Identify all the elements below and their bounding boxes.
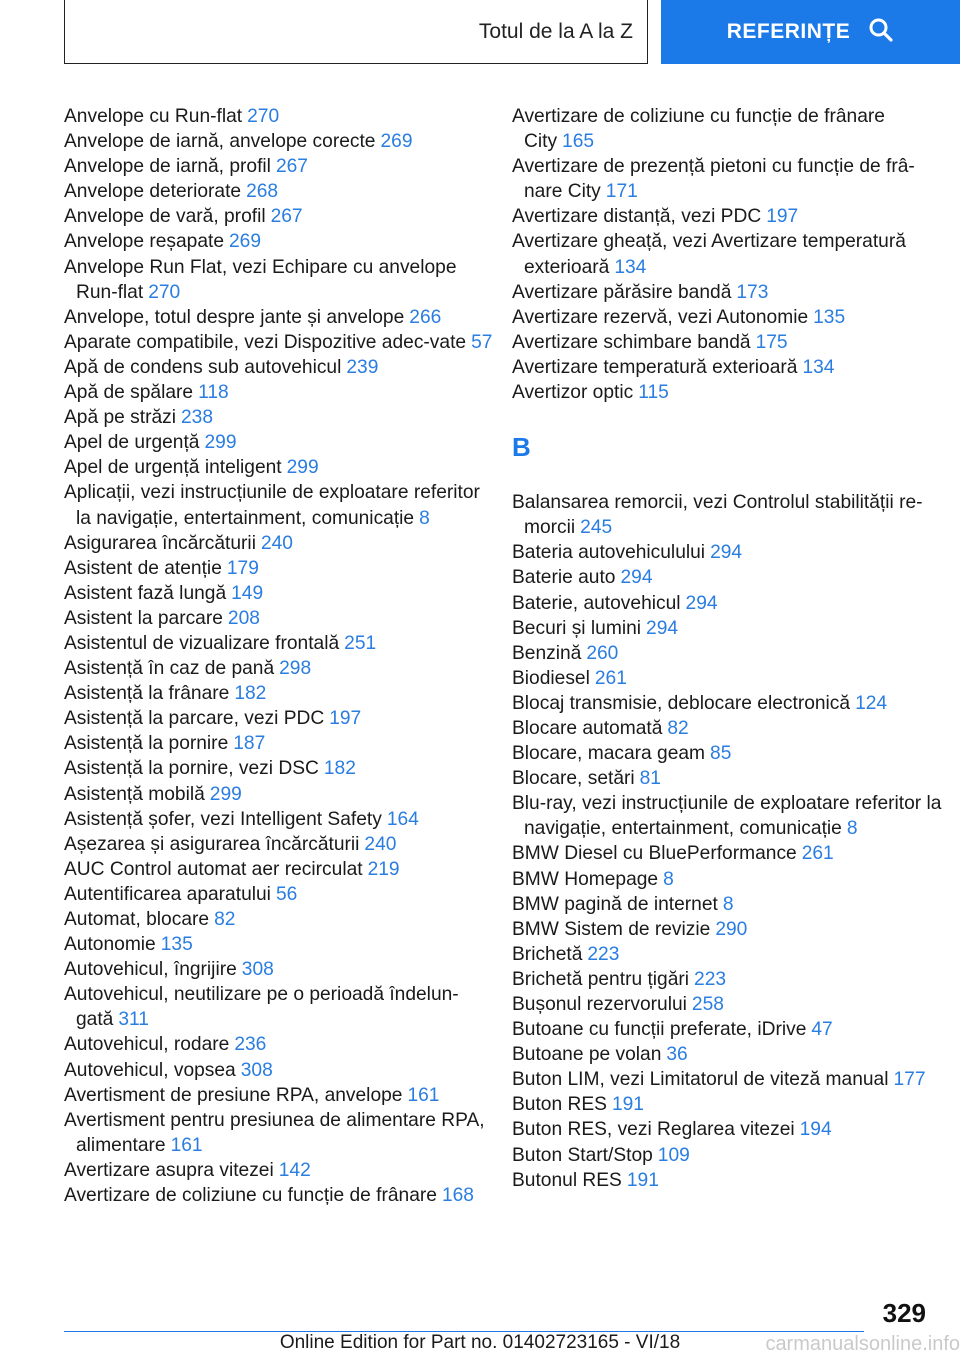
index-entry-text: Asistentul de vizualizare frontală [64,632,340,654]
index-entry [512,305,942,330]
index-entry [512,666,942,691]
page-link[interactable]: 208 [227,607,260,629]
index-entry [512,540,942,565]
index-entry-text: Apă de condens sub autovehicul [64,356,342,378]
index-entry [64,430,494,455]
index-entry-text: Anvelope de iarnă, profil [64,156,271,178]
page-link[interactable]: 8 [846,818,858,840]
page-link[interactable]: 187 [233,733,266,755]
index-entry [64,380,494,405]
index-entry-text: Anvelope cu Run-flat [64,106,243,127]
index-entry [512,1117,942,1142]
page-link[interactable]: 270 [247,106,280,127]
index-entry [64,129,494,154]
index-entry-text: Benzină [512,642,582,664]
page-link[interactable]: 161 [170,1134,203,1156]
index-entry [512,229,942,279]
page-link[interactable]: 251 [344,632,377,654]
index-entry [64,1108,494,1158]
search-icon[interactable] [868,17,894,48]
page-link[interactable]: 175 [755,331,788,353]
index-entry [64,255,494,305]
page-link[interactable]: 82 [214,909,236,930]
page-link[interactable]: 269 [229,231,262,253]
page-link[interactable]: 135 [813,306,846,328]
index-entry [512,992,942,1017]
index-entry-text: Asistență la frânare [64,683,230,705]
index-entry-text: Blocaj transmisie, deblocare electronică [512,692,851,714]
index-entry-text: Apel de urgență [64,432,200,454]
page-link[interactable]: 115 [638,382,669,404]
page-link[interactable]: 223 [587,943,620,965]
page-link[interactable]: 191 [626,1169,659,1191]
index-entry-text: Avertizare de prezență pietoni cu funcție de frâ-nare City [512,156,915,203]
page-link[interactable]: 270 [148,281,181,303]
index-entry-text: Asistență la parcare, vezi PDC [64,708,325,730]
index-entry [512,1168,942,1193]
index-entry-text: Anvelope, totul despre jante și anvelope [64,306,405,328]
page-link[interactable]: 261 [594,667,627,689]
page-link[interactable]: 267 [270,206,303,228]
page-link[interactable]: 240 [364,833,397,855]
index-entry [64,882,494,907]
index-entry [64,1058,494,1083]
index-entry-text: BMW Homepage [512,868,659,890]
footer-edition: Online Edition for Part no. 01402723165 - VI/18 [279,1332,681,1353]
index-entry-text: Buton RES, vezi Reglarea vitezei [512,1119,795,1141]
page-link[interactable]: 8 [419,507,430,529]
index-entry-text: Anvelope reșapate [64,231,225,253]
index-column-right [512,104,942,1193]
page-link[interactable]: 161 [407,1084,440,1106]
index-entry-text: BMW Sistem de revizie [512,918,711,940]
index-entry-text: Blu-ray, vezi instrucțiunile de exploatare referitor la navigație, entertainment, comunicație [512,793,942,840]
page-number: 329 [882,1298,926,1328]
index-entry [512,1143,942,1168]
index-entry [64,581,494,606]
index-entry [64,556,494,581]
page-link[interactable]: 56 [275,883,298,905]
page-link[interactable]: 269 [380,131,413,153]
index-entry-text: Buton LIM, vezi Limitatorul de viteză manual [512,1069,889,1091]
index-entry-text: Avertizare părăsire bandă [512,281,732,303]
index-entry-text: BMW Diesel cu BluePerformance [512,843,797,865]
index-entry [64,606,494,631]
index-entry-text: Avertizare asupra vitezei [64,1159,274,1181]
index-entry-text: Buton Start/Stop [512,1144,653,1166]
index-entry-text: Avertizare de coliziune cu funcție de frânare City [512,106,885,153]
page-link[interactable]: 238 [181,407,214,429]
page-link[interactable]: 236 [234,1034,267,1056]
index-entry-text: Asistent fază lungă [64,582,227,604]
page-link[interactable]: 294 [646,617,679,639]
page-link[interactable]: 177 [893,1069,926,1091]
page-link[interactable]: 134 [614,256,647,278]
index-entry-text: Butoane pe volan [512,1044,662,1066]
page-link[interactable]: 268 [246,181,279,203]
index-entry [512,841,942,866]
index-entry [64,731,494,756]
page-link[interactable]: 135 [160,934,193,956]
index-column-left [64,104,494,1208]
index-entry [512,591,942,616]
index-entry-text: Balansarea remorcii, vezi Controlul stabilității re-morcii [512,492,923,539]
index-entry-text: Autovehicul, îngrijire [64,959,237,981]
index-entry-text: Aplicații, vezi instrucțiunile de exploatare referitor la navigație, entertainment, comunicație [64,482,480,529]
tab-references-label: REFERINȚE [726,20,851,43]
index-entry-text: Asistență în caz de pană [64,658,275,680]
index-entry-text: Autovehicul, vopsea [64,1059,236,1081]
page-link[interactable]: 36 [666,1044,688,1066]
index-entry [512,766,942,791]
page-link[interactable]: 81 [639,768,661,790]
index-entry [64,1183,494,1208]
page-link[interactable]: 194 [799,1119,832,1141]
index-entry [512,204,942,229]
page-link[interactable]: 219 [367,858,400,880]
index-entry [512,791,942,841]
index-entry-text: Avertizare temperatură exterioară [512,356,798,378]
page-link[interactable]: 134 [802,356,835,378]
index-entry-text: Brichetă [512,943,583,965]
page-link[interactable]: 266 [409,306,442,328]
index-entry [512,641,942,666]
page-link[interactable]: 294 [710,542,743,564]
index-entry-text: Apă de spălare [64,382,194,404]
index-entry-text: Asistent la parcare [64,607,223,629]
index-entry [64,455,494,480]
index-entry [64,656,494,681]
index-entry [512,741,942,766]
page-link[interactable]: 298 [279,658,312,680]
index-entry-text: Biodiesel [512,667,590,689]
page-link[interactable]: 82 [667,717,689,739]
page-link[interactable]: 260 [586,642,619,664]
page-link[interactable]: 299 [204,432,237,454]
index-entry [512,330,942,355]
index-entry [512,867,942,892]
index-entry [512,1067,942,1092]
page-link[interactable]: 168 [441,1185,474,1207]
index-entry-text: Avertizare gheață, vezi Avertizare temperatură exterioară [512,231,906,278]
index-entry-text: Butoane cu funcții preferate, iDrive [512,1019,807,1041]
page-link[interactable]: 239 [346,356,379,378]
index-entry-text: Apă pe străzi [64,407,176,429]
page-link[interactable]: 109 [657,1144,690,1166]
index-entry [64,907,494,932]
index-entry-text: Autovehicul, rodare [64,1034,230,1056]
page-link[interactable]: 308 [240,1059,273,1081]
page-link[interactable]: 164 [386,808,419,830]
index-entry-text: Avertizare rezervă, vezi Autonomie [512,306,809,328]
index-entry-text: Baterie, autovehicul [512,592,681,614]
index-entry-text: Apel de urgență inteligent [64,457,282,479]
page-link[interactable]: 223 [694,968,727,990]
index-entry [64,982,494,1032]
index-entry-text: Avertizare distanță, vezi PDC [512,206,762,228]
watermark: carmanualsonline.info [765,1333,960,1355]
page-link[interactable]: 165 [562,131,595,153]
index-entry-text: Autovehicul, neutilizare pe o perioadă îndelun-gată [64,984,459,1031]
index-entry-text: BMW pagină de internet [512,893,718,915]
index-entry [64,104,494,129]
index-entry-text: Asistență șofer, vezi Intelligent Safety [64,808,382,830]
index-entry [512,716,942,741]
index-entry-text: Anvelope de vară, profil [64,206,266,228]
page-link[interactable]: 179 [226,557,259,579]
page-link[interactable]: 197 [329,708,362,730]
index-entry [512,355,942,380]
page-link[interactable]: 191 [611,1094,644,1116]
index-entry-text: Blocare, macara geam [512,743,706,765]
index-entry-text: Anvelope de iarnă, anvelope corecte [64,131,376,153]
index-entry [64,355,494,380]
tab-references[interactable] [661,0,960,64]
index-entry [64,706,494,731]
index-entry [512,917,942,942]
index-entry-text: Asistență la pornire [64,733,229,755]
page-link[interactable]: 240 [260,532,293,554]
section-letter-b: B [512,432,531,463]
index-entry-text: Bateria autovehiculului [512,542,706,564]
index-entry [64,154,494,179]
page-link[interactable]: 245 [580,517,613,539]
index-entry [512,280,942,305]
index-entry-text: Avertizor optic [512,382,634,404]
index-entry-text: Bușonul rezervorului [512,994,687,1015]
index-entry [512,967,942,992]
page-link[interactable]: 311 [118,1009,149,1031]
index-entry [64,832,494,857]
page-link[interactable]: 182 [234,683,267,705]
page-link[interactable]: 8 [722,893,734,915]
index-entry-text: Brichetă pentru țigări [512,968,690,990]
page-link[interactable]: 197 [766,206,799,228]
index-entry [512,942,942,967]
index-entry [512,565,942,590]
index-entry [64,1032,494,1057]
index-entry-text: Automat, blocare [64,909,210,930]
page-link[interactable]: 182 [323,758,356,780]
index-entry [512,154,942,204]
index-entry [64,756,494,781]
index-entry-text: Așezarea și asigurarea încărcăturii [64,833,360,855]
page-link[interactable]: 85 [710,743,732,765]
index-entry [64,330,494,355]
index-entry-text: Avertizare de coliziune cu funcție de frânare [64,1185,437,1207]
index-entry-text: Asigurarea încărcăturii [64,532,256,554]
index-entry-text: Avertisment pentru presiunea de alimentare RPA, alimentare [64,1109,485,1156]
index-entry [512,892,942,917]
index-entry [512,1017,942,1042]
page-link[interactable]: 299 [286,457,319,479]
index-entry-text: Becuri și lumini [512,617,642,639]
index-entry [64,204,494,229]
index-entry [64,305,494,330]
index-entry-text: Baterie auto [512,567,616,589]
index-entry-text: Blocare, setări [512,768,635,790]
page-link[interactable]: 118 [198,382,229,404]
index-entry [512,490,942,540]
index-entry-text: Anvelope deteriorate [64,181,242,203]
page-link[interactable]: 171 [605,181,638,203]
index-entry [64,1083,494,1108]
index-entry [64,405,494,430]
page-link[interactable]: 261 [801,843,834,865]
index-entry [64,681,494,706]
index-entry [512,616,942,641]
index-entry [64,782,494,807]
page-link[interactable]: 294 [685,592,718,614]
page-link[interactable]: 142 [278,1159,311,1181]
index-entry-text: Avertizare schimbare bandă [512,331,751,353]
index-entry-text: Asistență mobilă [64,783,205,805]
index-entry [512,104,942,154]
index-entry [64,932,494,957]
index-entry [64,229,494,254]
index-entry [64,480,494,530]
page-link[interactable]: 294 [620,567,653,589]
index-entry-text: Buton RES [512,1094,607,1116]
index-entry [512,1092,942,1117]
index-entry [64,957,494,982]
index-entry-text: Avertisment de presiune RPA, anvelope [64,1084,403,1106]
page-link[interactable]: 299 [209,783,242,805]
page-link[interactable]: 57 [471,331,493,353]
index-entry-text: Blocare automată [512,717,663,739]
tab-index-label: Totul de la A la Z [478,19,633,43]
page-link[interactable]: 290 [715,918,748,940]
index-entry [64,531,494,556]
page-link[interactable]: 47 [811,1019,833,1041]
page-link[interactable]: 8 [663,868,674,890]
page-link[interactable]: 124 [855,692,888,714]
index-entry [512,1042,942,1067]
index-entry-text: Butonul RES [512,1169,622,1191]
page-link[interactable]: 173 [736,281,769,303]
index-entry [64,807,494,832]
index-entry [64,179,494,204]
page-link[interactable]: 267 [275,156,308,178]
tab-index-a-z[interactable] [64,0,648,64]
index-entry-text: Asistență la pornire, vezi DSC [64,758,319,780]
index-entry [64,1158,494,1183]
page-link[interactable]: 149 [231,582,264,604]
index-entry-text: Asistent de atenție [64,557,222,579]
index-entry [512,380,942,405]
index-entry [64,857,494,882]
index-entry [64,631,494,656]
page-link[interactable]: 258 [691,994,724,1015]
index-entry [512,691,942,716]
index-entry-text: Anvelope Run Flat, vezi Echipare cu anvelope Run-flat [64,256,457,303]
index-entry-text: Autentificarea aparatului [64,883,271,905]
index-entry-text: AUC Control automat aer recirculat [64,858,363,880]
index-entry-text: Aparate compatibile, vezi Dispozitive adec-vate [64,331,467,353]
index-entry-text: Autonomie [64,934,156,956]
page-link[interactable]: 308 [241,959,274,981]
